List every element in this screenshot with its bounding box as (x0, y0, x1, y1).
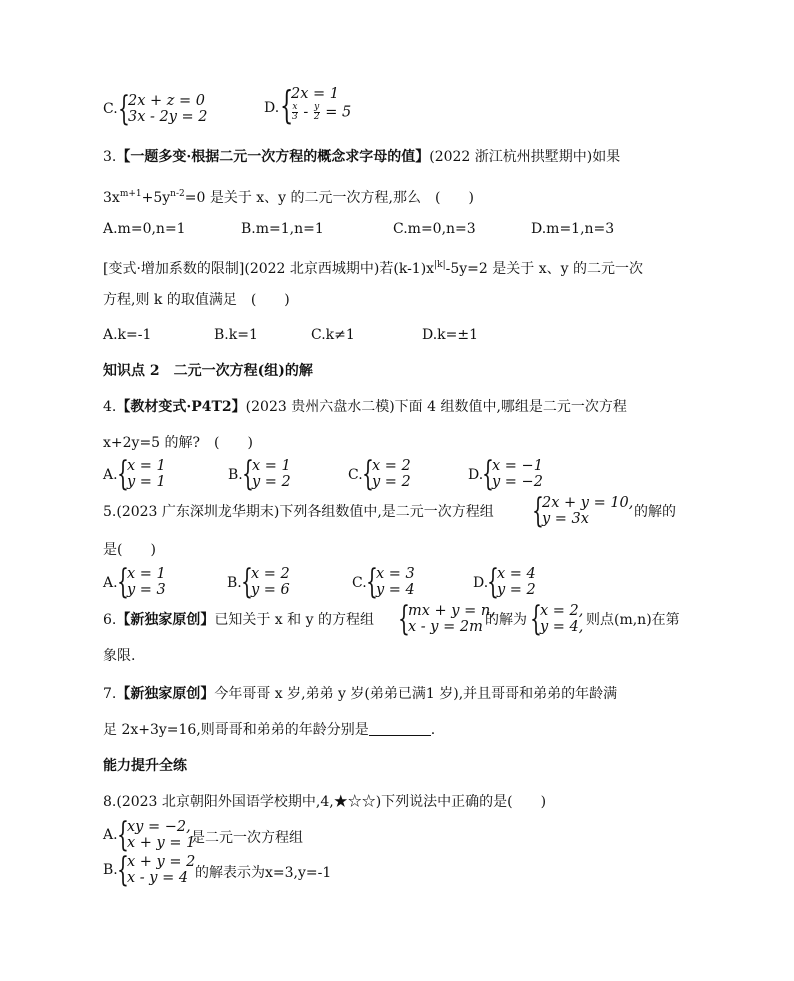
option-label: D. (468, 467, 484, 483)
q4-option-b[interactable] (228, 454, 328, 494)
q4-option-c[interactable] (348, 454, 448, 494)
left-brace: { (532, 491, 544, 531)
question-text: 今年哥哥 x 岁,弟弟 y 岁(弟弟已满1 岁),并且哥哥和弟弟的年龄满 (214, 686, 618, 702)
fraction-denominator: 3 (292, 112, 298, 122)
left-brace: { (117, 815, 129, 855)
left-brace: { (117, 850, 129, 890)
question-5-line-2: 是( ) (103, 542, 156, 558)
question-7-line-2 (103, 720, 435, 740)
equation-line: y = 6 (251, 582, 290, 598)
section-heading: 知识点 2 二元一次方程(组)的解 (103, 363, 313, 379)
question-3-line-1 (103, 147, 620, 167)
variant-option-d[interactable]: D.k=±1 (422, 327, 479, 343)
option-label: A. (103, 575, 118, 591)
q4-option-a[interactable] (103, 454, 203, 494)
variant-text: [变式·增加系数的限制](2022 北京西城期中)若(k-1)x (103, 261, 435, 277)
equation-line: y = 4, (540, 619, 584, 635)
question-tag: 【一题多变·根据二元一次方程的概念求字母的值】 (116, 149, 430, 165)
equation-line: x = 1 (127, 458, 166, 474)
option-label: A. (103, 467, 118, 483)
option-label: C. (352, 575, 367, 591)
question-text: 3x (103, 190, 120, 206)
variant-option-a[interactable]: A.k=-1 (103, 327, 152, 343)
left-brace: { (118, 89, 130, 129)
option-text: 是二元一次方程组 (191, 830, 303, 846)
question-number: 7. (103, 686, 117, 702)
equation-line: x = 2 (251, 566, 290, 582)
question-text: 5.(2023 广东深圳龙华期末)下列各组数值中,是二元一次方程组 (103, 504, 494, 520)
question-6-line-1-start (103, 610, 374, 630)
question-tag: 【教材变式·P4T2】 (116, 399, 246, 415)
equation-line: x + y = 2 (127, 854, 196, 870)
q5-option-b[interactable] (227, 562, 327, 602)
equation-line: y = 2 (497, 582, 536, 598)
left-brace: { (241, 562, 253, 602)
equation-line: x - y = 4 (127, 870, 189, 886)
section-heading: 能力提升全练 (103, 758, 187, 774)
question-5-line-1 (103, 502, 494, 522)
question-4-line-1 (103, 397, 627, 417)
equation-line: x = 3 (376, 566, 415, 582)
option-label: C. (348, 467, 363, 483)
equation-line: 2x + y = 10, (542, 495, 634, 511)
equation-line: 2x = 1 (291, 86, 339, 102)
question-8-line-1: 8.(2023 北京朝阳外国语学校期中,4,★☆☆)下列说法中正确的是( ) (103, 794, 547, 810)
option-label: D. (264, 100, 280, 116)
equation-line: y = −2 (492, 474, 543, 490)
answer-blank[interactable] (369, 721, 431, 736)
equation-line: x = 1 (127, 566, 166, 582)
left-brace: { (362, 454, 374, 494)
question-3-variant-line-1 (103, 255, 643, 279)
left-brace: { (242, 454, 254, 494)
fraction-numerator: y (314, 102, 320, 112)
fraction-numerator: x (292, 102, 298, 112)
option-label: A. (103, 827, 118, 843)
q5-option-a[interactable] (103, 562, 203, 602)
fraction-denominator: 2 (313, 112, 320, 122)
question-6-text-end: 则点(m,n)在第 (586, 612, 680, 628)
question-text: +5y (141, 190, 171, 206)
q5-option-d[interactable] (473, 562, 573, 602)
left-brace: { (487, 562, 499, 602)
equation-line: x = 1 (252, 458, 291, 474)
question-text: (2022 浙江杭州拱墅期中)如果 (429, 149, 621, 165)
q8-option-b[interactable] (103, 850, 363, 890)
superscript: m+1 (119, 189, 142, 199)
equation-line: 2x + z = 0 (128, 93, 206, 109)
question-3-variant-line-2: 方程,则 k 的取值满足 ( ) (103, 292, 290, 308)
option-b[interactable]: B.m=1,n=1 (241, 221, 324, 237)
equation-line: y = 2 (372, 474, 411, 490)
question-text: 足 2x+3y=16,则哥哥和弟弟的年龄分别是 (103, 722, 369, 738)
equation-line: x + y = 1 (127, 835, 196, 851)
equation-line: y = 1 (127, 474, 166, 490)
question-text: . (430, 722, 436, 738)
equation-line: y = 3 (127, 582, 166, 598)
question-3-line-2 (103, 184, 474, 208)
option-label: B. (103, 862, 118, 878)
q6-solution-system (530, 599, 590, 639)
equation-line: mx + y = n, (408, 603, 495, 619)
q5-option-c[interactable] (352, 562, 452, 602)
question-number: 3. (103, 149, 117, 165)
left-brace: { (117, 562, 129, 602)
question-number: 4. (103, 399, 117, 415)
option-label: C. (103, 101, 118, 117)
equation-line: x = 4 (497, 566, 536, 582)
q8-option-a[interactable] (103, 815, 363, 855)
equation-line: x = 2 (372, 458, 411, 474)
equation-operator: - (298, 104, 313, 121)
question-6-line-2: 象限. (103, 648, 136, 664)
equation-line: 3x - 2y = 2 (128, 109, 208, 125)
option-a[interactable]: A.m=0,n=1 (103, 221, 186, 237)
option-d[interactable]: D.m=1,n=3 (531, 221, 615, 237)
question-6-text-mid: 的解为 (485, 612, 527, 628)
question-text: (2023 贵州六盘水二模)下面 4 组数值中,哪组是二元一次方程 (245, 399, 627, 415)
question-text: =0 是关于 x、y 的二元一次方程,那么 ( ) (184, 190, 474, 206)
q2-option-c (103, 89, 223, 129)
equation-line: y = 4 (376, 582, 415, 598)
variant-option-b[interactable]: B.k=1 (214, 327, 258, 343)
q4-option-d[interactable] (468, 454, 578, 494)
option-label: D. (473, 575, 489, 591)
equation-line: x = −1 (492, 458, 543, 474)
left-brace: { (482, 454, 494, 494)
question-text: 已知关于 x 和 y 的方程组 (214, 612, 374, 628)
question-5-line-1-end: 的解的 (634, 504, 676, 520)
superscript: |k| (434, 260, 446, 270)
equation-line: y = 2 (252, 474, 291, 490)
option-c[interactable]: C.m=0,n=3 (393, 221, 476, 237)
variant-option-c[interactable]: C.k≠1 (311, 327, 355, 343)
left-brace: { (280, 83, 294, 127)
equation-line: y = 3x (542, 511, 589, 527)
equation-line: x = 2, (540, 603, 584, 619)
question-tag: 【新独家原创】 (116, 612, 215, 628)
equation-line: x - y = 2m (408, 619, 483, 635)
left-brace: { (398, 599, 410, 639)
question-tag: 【新独家原创】 (116, 686, 215, 702)
equation-rhs: = 5 (320, 104, 352, 121)
equation-line: xy = −2, (127, 819, 191, 835)
left-brace: { (117, 454, 129, 494)
q6-equation-system (398, 599, 498, 639)
superscript: n-2 (170, 189, 185, 199)
option-label: B. (227, 575, 242, 591)
variant-text: -5y=2 是关于 x、y 的二元一次 (445, 261, 643, 277)
q2-option-d (264, 83, 384, 130)
option-text: 的解表示为x=3,y=-1 (195, 865, 332, 881)
question-7-line-1 (103, 684, 617, 704)
option-label: B. (228, 467, 243, 483)
equation-fraction-line (291, 103, 351, 122)
left-brace: { (366, 562, 378, 602)
question-number: 6. (103, 612, 117, 628)
left-brace: { (530, 599, 542, 639)
question-4-line-2: x+2y=5 的解? ( ) (103, 435, 253, 451)
